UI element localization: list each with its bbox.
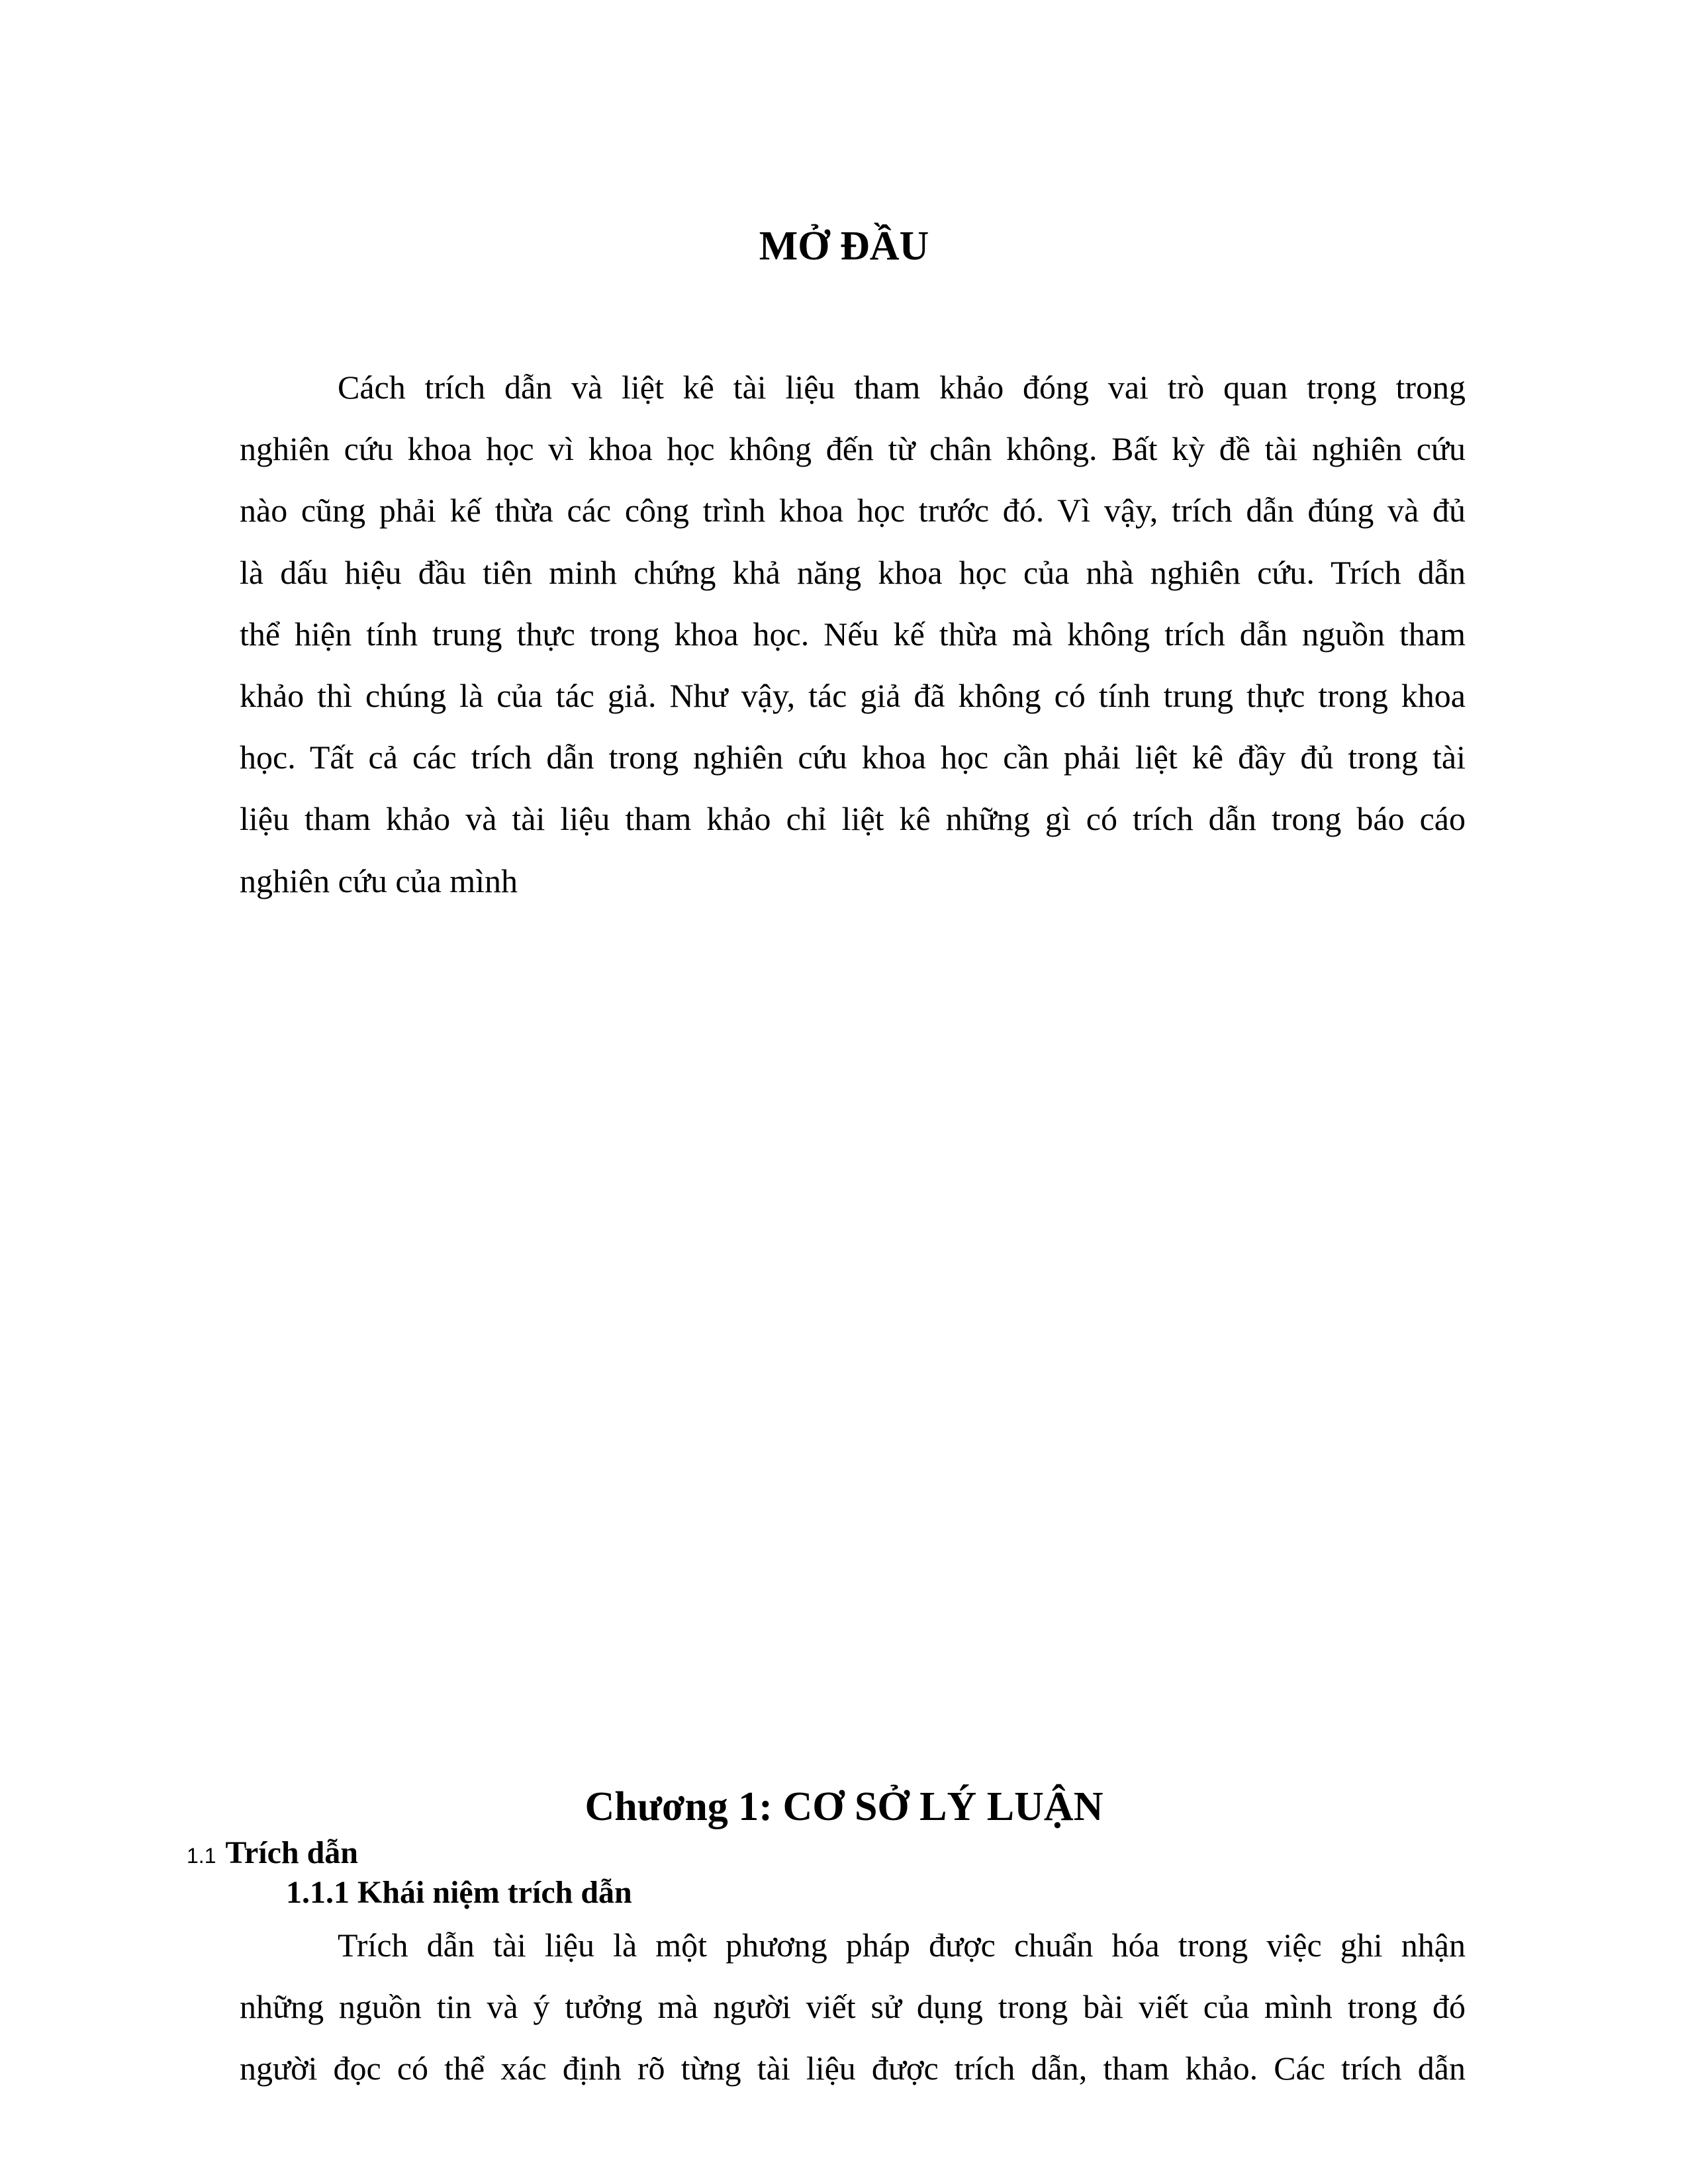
paragraph-line: người đọc có thể xác định rõ từng tài liệu được trích dẫn, tham khảo. Các trích dẫn — [240, 2050, 1466, 2087]
paragraph-line: Trích dẫn tài liệu là một phương pháp được chuẩn hóa trong việc ghi nhận — [338, 1927, 1466, 1964]
chapter-title: Chương 1: CƠ SỞ LÝ LUẬN — [585, 1784, 1103, 1829]
definition-paragraph — [240, 1915, 1466, 2100]
paragraph-line: Cách trích dẫn và liệt kê tài liệu tham khảo đóng vai trò quan trọng trong — [338, 369, 1466, 406]
paragraph-line: là dấu hiệu đầu tiên minh chứng khả năng khoa học của nhà nghiên cứu. Trích dẫn — [240, 553, 1466, 591]
paragraph-line: nào cũng phải kế thừa các công trình khoa học trước đó. Vì vậy, trích dẫn đúng và đủ — [240, 492, 1466, 529]
section-heading — [187, 1833, 358, 1876]
paragraph-line: nghiên cứu khoa học vì khoa học không đến từ chân không. Bất kỳ đề tài nghiên cứu — [240, 430, 1466, 468]
intro-title: MỞ ĐẦU — [759, 224, 929, 269]
paragraph-line: liệu tham khảo và tài liệu tham khảo chỉ liệt kê những gì có trích dẫn trong báo cáo — [240, 800, 1466, 838]
paragraph-line: thể hiện tính trung thực trong khoa học. Nếu kế thừa mà không trích dẫn nguồn tham — [240, 615, 1466, 653]
intro-paragraph — [240, 357, 1466, 912]
paragraph-line: học. Tất cả các trích dẫn trong nghiên cứu khoa học cần phải liệt kê đầy đủ trong tài — [240, 739, 1466, 776]
paragraph-line: nghiên cứu của mình — [240, 862, 518, 899]
paragraph-line: khảo thì chúng là của tác giả. Như vậy, tác giả đã không có tính trung thực trong khoa — [240, 677, 1466, 715]
section-number: 1.1 — [187, 1844, 216, 1868]
section-title: Trích dẫn — [225, 1835, 358, 1870]
paragraph-line: những nguồn tin và ý tưởng mà người viết sử dụng trong bài viết của mình trong đó — [240, 1988, 1466, 2026]
subsection-heading: 1.1.1 Khái niệm trích dẫn — [286, 1875, 632, 1910]
